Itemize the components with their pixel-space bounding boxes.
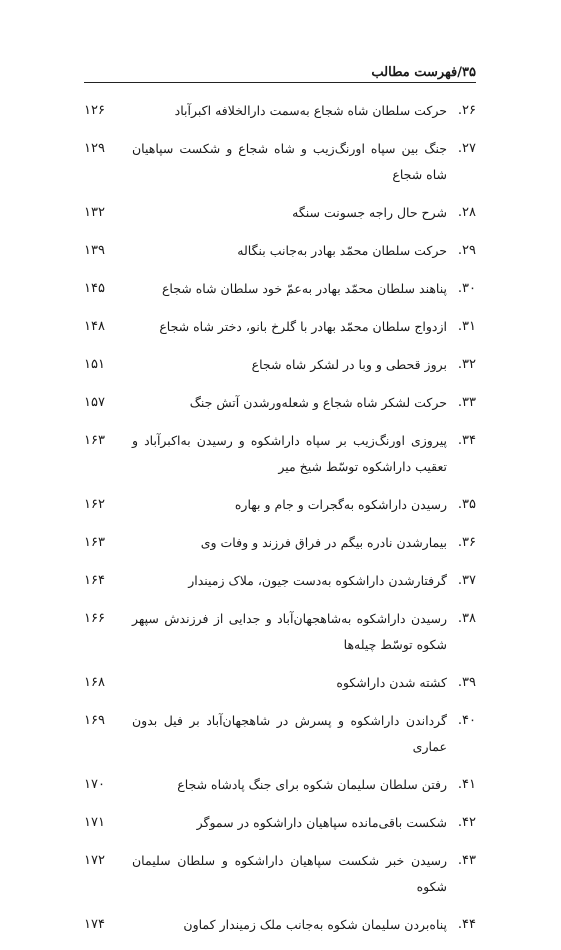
toc-entry[interactable] (84, 772, 476, 798)
entry-title: جنگ بین سپاه اورنگ‌زیب و شاه شجاع و شکست سپاهیان شاه شجاع (132, 141, 447, 182)
entry-page-number: ۱۵۱ (84, 357, 105, 372)
entry-number: ۳۵. (457, 497, 476, 512)
entry-page-number: ۱۶۴ (84, 573, 105, 588)
toc-entry[interactable] (84, 912, 476, 938)
toc-entry[interactable] (84, 810, 476, 836)
entry-number: ۲۸. (457, 205, 476, 220)
toc-entry[interactable] (84, 530, 476, 556)
toc-entry[interactable] (84, 492, 476, 518)
entry-page-number: ۱۳۹ (84, 243, 105, 258)
entry-title: گرداندن داراشکوه و پسرش در شاهجهان‌آباد بر فیل بدون عماری (132, 713, 447, 754)
toc-entry[interactable] (84, 352, 476, 378)
entry-number: ۳۶. (457, 535, 476, 550)
entry-page-number: ۱۲۹ (84, 141, 105, 156)
entry-page-number: ۱۵۷ (84, 395, 105, 410)
entry-title: پناه‌بردن سلیمان شکوه به‌جانب ملک زمیندار کماون (183, 917, 447, 932)
entry-title: رسیدن داراشکوه به‌شاهجهان‌آباد و جدایی از فرزندش سپهر شکوه توسّط چیله‌ها (132, 611, 447, 652)
entry-title: حرکت سلطان محمّد بهادر به‌جانب بنگاله (237, 243, 447, 258)
entry-number: ۲۹. (457, 243, 476, 258)
entry-number: ۳۸. (457, 611, 476, 626)
entry-title: حرکت لشکر شاه شجاع و شعله‌ورشدن آتش جنگ (189, 395, 447, 410)
page-header (84, 66, 476, 83)
entry-title: بیمارشدن نادره بیگم در فراق فرزند و وفات وی (200, 535, 447, 550)
toc-entry[interactable] (84, 238, 476, 264)
toc-entry[interactable] (84, 848, 476, 900)
entry-page-number: ۱۶۳ (84, 535, 105, 550)
entry-page-number: ۱۷۴ (84, 917, 105, 932)
entry-number: ۴۰. (457, 713, 476, 728)
toc-entry[interactable] (84, 136, 476, 188)
entry-title: شرح حال راجه جسونت سنگه (292, 205, 447, 220)
entry-number: ۴۲. (457, 815, 476, 830)
entry-title: بروز قحطی و وبا در لشکر شاه شجاع (251, 357, 447, 372)
entry-title: رسیدن داراشکوه به‌گجرات و جام و بهاره (234, 497, 447, 512)
entry-page-number: ۱۷۲ (84, 853, 105, 868)
toc-entry[interactable] (84, 98, 476, 124)
entry-page-number: ۱۶۹ (84, 713, 105, 728)
entry-number: ۳۹. (457, 675, 476, 690)
entry-title: گرفتارشدن داراشکوه به‌دست جیون، ملاک زمیندار (188, 573, 447, 588)
entry-page-number: ۱۶۲ (84, 497, 105, 512)
toc-entry[interactable] (84, 314, 476, 340)
entry-title: پناهند سلطان محمّد بهادر به‌عمّ خود سلطان شاه شجاع (161, 281, 447, 296)
entry-number: ۴۳. (457, 853, 476, 868)
toc-entry[interactable] (84, 670, 476, 696)
entry-number: ۳۰. (457, 281, 476, 296)
entry-number: ۳۲. (457, 357, 476, 372)
entry-title: کشته شدن داراشکوه (336, 675, 447, 690)
entry-page-number: ۱۴۵ (84, 281, 105, 296)
toc-entry[interactable] (84, 200, 476, 226)
entry-title: ازدواج سلطان محمّد بهادر با گلرخ بانو، دختر شاه شجاع (159, 319, 447, 334)
entry-number: ۴۱. (457, 777, 476, 792)
entry-page-number: ۱۲۶ (84, 103, 105, 118)
entry-page-number: ۱۳۲ (84, 205, 105, 220)
entry-page-number: ۱۶۳ (84, 433, 105, 448)
entry-title: رسیدن خبر شکست سپاهیان داراشکوه و سلطان سلیمان شکوه (132, 853, 447, 894)
table-of-contents (84, 98, 476, 950)
entry-page-number: ۱۷۰ (84, 777, 105, 792)
toc-entry[interactable] (84, 606, 476, 658)
entry-number: ۳۱. (457, 319, 476, 334)
toc-entry[interactable] (84, 276, 476, 302)
entry-number: ۳۴. (457, 433, 476, 448)
toc-entry[interactable] (84, 708, 476, 760)
entry-number: ۲۶. (457, 103, 476, 118)
entry-title: حرکت سلطان شاه شجاع به‌سمت دارالخلافه اکبرآباد (174, 103, 447, 118)
entry-title: رفتن سلطان سلیمان شکوه برای جنگ پادشاه شجاع (177, 777, 447, 792)
entry-page-number: ۱۴۸ (84, 319, 105, 334)
toc-entry[interactable] (84, 390, 476, 416)
entry-page-number: ۱۷۱ (84, 815, 105, 830)
entry-number: ۲۷. (457, 141, 476, 156)
entry-number: ۳۷. (457, 573, 476, 588)
running-header: ۳۵/فهرست مطالب (371, 65, 476, 80)
entry-page-number: ۱۶۸ (84, 675, 105, 690)
entry-title: شکست باقی‌مانده سپاهیان داراشکوه در سموگر (196, 815, 447, 830)
toc-entry[interactable] (84, 568, 476, 594)
entry-page-number: ۱۶۶ (84, 611, 105, 626)
entry-title: پیروزی اورنگ‌زیب بر سپاه داراشکوه و رسیدن به‌اکبرآباد و تعقیب داراشکوه توسّط شیخ میر (132, 433, 447, 474)
toc-entry[interactable] (84, 428, 476, 480)
entry-number: ۳۳. (457, 395, 476, 410)
entry-number: ۴۴. (457, 917, 476, 932)
